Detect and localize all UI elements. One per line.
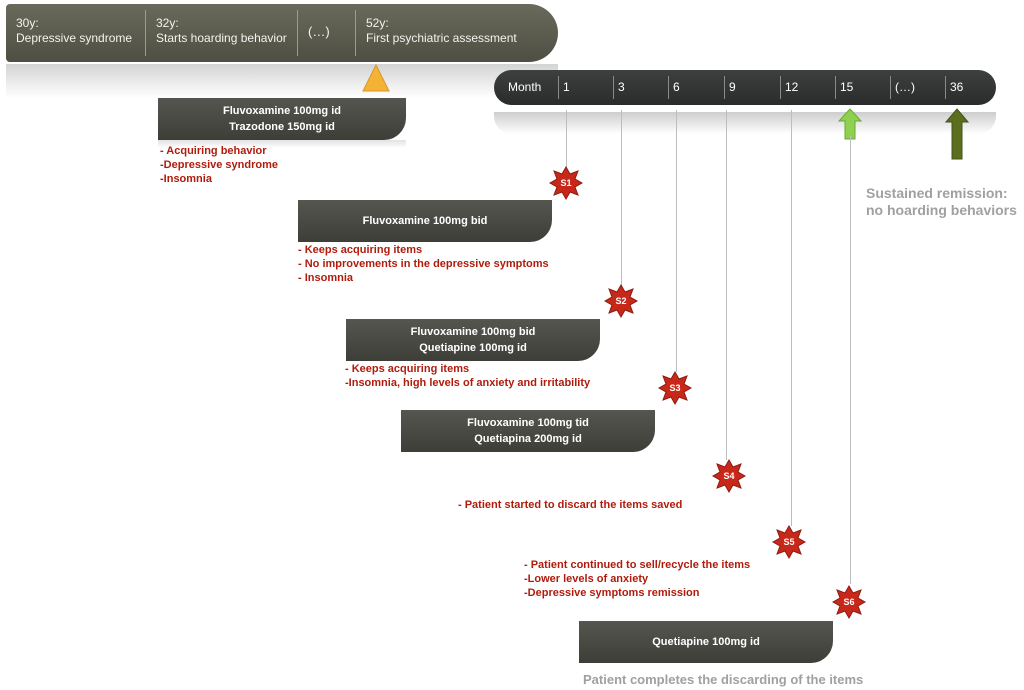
connector-line-s3	[676, 110, 677, 372]
life-event-30y	[6, 4, 146, 62]
connector-line-s4	[726, 110, 727, 460]
month-tick	[724, 76, 725, 99]
connector-line-s2	[621, 110, 622, 286]
month-tick-label: 12	[785, 80, 799, 94]
session-label: S2	[615, 296, 627, 306]
month-tick	[780, 76, 781, 99]
note-line: - Acquiring behavior	[160, 145, 267, 157]
life-event-age: 52y:	[366, 16, 389, 30]
note-line: - Insomnia	[298, 272, 354, 284]
drug-line: Quetiapine 100mg id	[419, 342, 527, 354]
month-tick-label: 3	[618, 80, 625, 94]
note-line: -Lower levels of anxiety	[524, 573, 649, 585]
month-tick-label: 6	[673, 80, 680, 94]
month-tick	[613, 76, 614, 99]
note-line: -Insomnia, high levels of anxiety and irritability	[345, 377, 591, 389]
life-event-age: 32y:	[156, 16, 179, 30]
session-label: S6	[843, 597, 855, 607]
session-label: S4	[723, 471, 735, 481]
note-line: -Depressive syndrome	[160, 159, 278, 171]
drug-box-4	[401, 410, 655, 452]
life-event-text: Depressive syndrome	[16, 31, 133, 45]
month-tick-label: 15	[840, 80, 854, 94]
note-line: - No improvements in the depressive symptoms	[298, 258, 549, 270]
session-label: S1	[560, 178, 572, 188]
drug-line: Fluvoxamine 100mg bid	[410, 326, 536, 338]
month-axis-label: Month	[508, 80, 542, 94]
drug-box-2	[298, 200, 552, 242]
life-timeline-shadow	[6, 64, 558, 98]
symptom-note-4	[458, 498, 682, 512]
drug-box-5	[579, 621, 833, 663]
month-tick-label: 36	[950, 80, 964, 94]
session-star-s4	[712, 459, 746, 493]
drug-line: Fluvoxamine 100mg bid	[362, 215, 488, 227]
final-outcome-text: Patient completes the discarding of the items	[583, 672, 864, 687]
drug-line: Quetiapina 200mg id	[474, 433, 582, 445]
drug-line: Quetiapine 100mg id	[652, 636, 760, 648]
note-line: -Insomnia	[160, 173, 212, 185]
life-event-32y	[146, 4, 298, 62]
month-tick	[668, 76, 669, 99]
life-event-age: 30y:	[16, 16, 39, 30]
drug-line: Trazodone 150mg id	[229, 121, 335, 133]
drug-box-1	[158, 98, 406, 140]
remission-line-1: Sustained remission:	[866, 185, 1008, 201]
symptom-note-1	[160, 144, 278, 186]
symptom-note-3	[345, 362, 590, 390]
session-label: S3	[669, 383, 681, 393]
connector-line-s6	[850, 136, 851, 584]
life-timeline-bar	[6, 4, 558, 62]
connector-line-s5	[791, 110, 792, 526]
drug-line: Fluvoxamine 100mg id	[223, 105, 341, 117]
connector-line-s1	[566, 110, 567, 172]
month-tick	[945, 76, 946, 99]
remission-text	[866, 185, 1017, 219]
life-event-52y	[356, 4, 556, 62]
drug-line: Fluvoxamine 100mg tid	[467, 417, 589, 429]
session-star-s3	[658, 371, 692, 405]
month-tick	[835, 76, 836, 99]
assessment-marker-icon	[362, 64, 390, 92]
life-event-ellipsis	[298, 4, 356, 62]
life-event-text: Starts hoarding behavior	[156, 31, 287, 45]
life-event-text: (…)	[308, 24, 330, 39]
note-line: - Patient started to discard the items saved	[458, 499, 683, 511]
month-tick	[558, 76, 559, 99]
month-tick-label: 9	[729, 80, 736, 94]
life-event-text: First psychiatric assessment	[366, 31, 517, 45]
session-star-s6	[832, 585, 866, 619]
session-star-s5	[772, 525, 806, 559]
session-star-s2	[604, 284, 638, 318]
note-line: -Depressive symptoms remission	[524, 587, 700, 599]
month-tick-label: 1	[563, 80, 570, 94]
symptom-note-5	[524, 558, 750, 600]
drug-box-3	[346, 319, 600, 361]
month-tick	[890, 76, 891, 99]
month-tick-label: (…)	[895, 80, 915, 94]
month-timeline-bar	[494, 70, 996, 105]
note-line: - Keeps acquiring items	[298, 244, 423, 256]
month-timeline-shadow	[494, 112, 996, 134]
remission-line-2: no hoarding behaviors	[866, 202, 1017, 218]
session-label: S5	[783, 537, 795, 547]
note-line: - Patient continued to sell/recycle the items	[524, 559, 751, 571]
symptom-note-2	[298, 243, 549, 285]
session-star-s1	[549, 166, 583, 200]
dark-green-arrow-icon	[945, 108, 969, 160]
note-line: - Keeps acquiring items	[345, 363, 470, 375]
